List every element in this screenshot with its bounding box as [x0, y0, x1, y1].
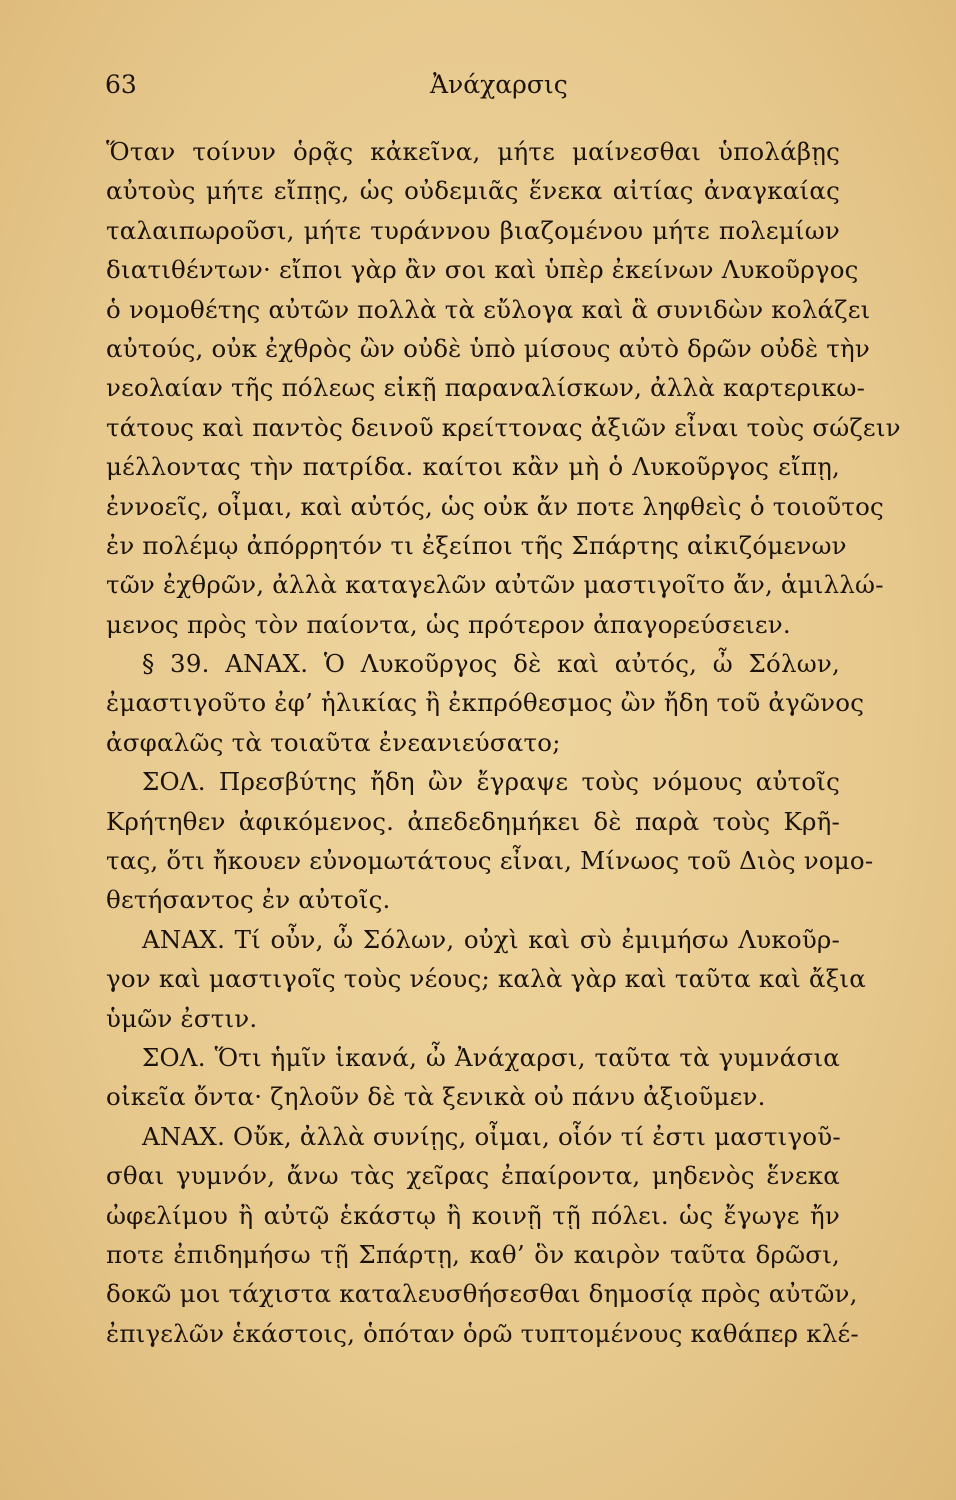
- text-line: μέλλοντας τὴν πατρίδα. καίτοι κἂν μὴ ὁ Λυκοῦργος εἴπῃ,: [106, 452, 840, 482]
- text-line: ΑΝΑΧ. Οὔκ, ἀλλὰ συνίῃς, οἶμαι, οἷόν τί ἐστι μαστιγοῦ-: [142, 1121, 841, 1151]
- text-line: διατιθέντων· εἴποι γὰρ ἂν σοι καὶ ὑπὲρ ἐκείνων Λυκοῦργος: [106, 255, 859, 285]
- body-text: [106, 132, 901, 1353]
- text-line: ἐμαστιγοῦτο ἐφ’ ἡλικίας ἢ ἐκπρόθεσμος ὢν ἤδη τοῦ ἀγῶνος: [106, 688, 865, 718]
- text-line: ὠφελίμου ἢ αὐτῷ ἑκάστῳ ἢ κοινῇ τῇ πόλει. ὡς ἔγωγε ἤν: [106, 1200, 840, 1230]
- text-line: οἰκεῖα ὄντα· ζηλοῦν δὲ τὰ ξενικὰ οὐ πάνυ ἀξιοῦμεν.: [106, 1082, 766, 1112]
- text-line: Ὅταν τοίνυν ὁρᾷς κἀκεῖνα, μήτε μαίνεσθαι ὑπολάβῃς: [106, 137, 840, 166]
- text-line: αὐτοὺς μήτε εἴπῃς, ὡς οὐδεμιᾶς ἕνεκα αἰτίας ἀναγκαίας: [106, 176, 840, 206]
- page-header: [105, 70, 836, 106]
- text-line: ταλαιπωροῦσι, μήτε τυράννου βιαζομένου μήτε πολεμίων: [106, 215, 840, 245]
- text-line: ἐπιγελῶν ἑκάστοις, ὁπόταν ὁρῶ τυπτομένους καθάπερ κλέ-: [106, 1318, 859, 1348]
- running-title: Ἀνάχαρσις: [430, 70, 568, 99]
- text-line: ἐννοεῖς, οἶμαι, καὶ αὐτός, ὡς οὐκ ἄν ποτε ληφθεὶς ὁ τοιοῦτος: [106, 491, 884, 521]
- text-line: ΑΝΑΧ. Τί οὖν, ὦ Σόλων, οὐχὶ καὶ σὺ ἐμιμήσω Λυκοῦρ-: [142, 924, 840, 954]
- text-line: Κρήτηθεν ἀφικόμενος. ἀπεδεδημήκει δὲ παρὰ τοὺς Κρῆ-: [106, 806, 840, 836]
- text-line: νεολαίαν τῆς πόλεως εἰκῇ παραναλίσκων, ἀλλὰ καρτερικω-: [106, 373, 866, 403]
- text-line: ἐν πολέμῳ ἀπόρρητόν τι ἐξείποι τῆς Σπάρτης αἰκιζόμενων: [106, 530, 847, 560]
- text-line: § 39. ΑΝΑΧ. Ὁ Λυκοῦργος δὲ καὶ αὐτός, ὦ Σόλων,: [142, 649, 840, 679]
- text-line: γον καὶ μαστιγοῖς τοὺς νέους; καλὰ γὰρ καὶ ταῦτα καὶ ἄξια: [106, 964, 866, 994]
- text-line: μενος πρὸς τὸν παίοντα, ὡς πρότερον ἀπαγορεύσειεν.: [106, 609, 791, 639]
- text-line: ποτε ἐπιδημήσω τῇ Σπάρτῃ, καθ’ ὃν καιρὸν ταῦτα δρῶσι,: [106, 1239, 840, 1269]
- text-line: ὁ νομοθέτης αὐτῶν πολλὰ τὰ εὔλογα καὶ ἃ συνιδὼν κολάζει: [106, 294, 871, 324]
- text-line: σθαι γυμνόν, ἄνω τὰς χεῖρας ἐπαίροντα, μηδενὸς ἕνεκα: [106, 1161, 840, 1191]
- text-line: τας, ὅτι ἤκουεν εὐνομωτάτους εἶναι, Μίνωος τοῦ Διὸς νομο-: [106, 846, 874, 876]
- text-line: αὐτούς, οὐκ ἐχθρὸς ὢν οὐδὲ ὑπὸ μίσους αὐτὸ δρῶν οὐδὲ τὴν: [106, 333, 871, 363]
- text-line: θετήσαντος ἐν αὐτοῖς.: [106, 885, 391, 915]
- page-number: 63: [105, 70, 137, 99]
- text-line: τῶν ἐχθρῶν, ἀλλὰ καταγελῶν αὐτῶν μαστιγοῖτο ἄν, ἁμιλλώ-: [106, 570, 884, 600]
- text-line: ΣΟΛ. Ὅτι ἡμῖν ἱκανά, ὦ Ἀνάχαρσι, ταῦτα τὰ γυμνάσια: [142, 1042, 840, 1072]
- text-line: δοκῶ μοι τάχιστα καταλευσθήσεσθαι δημοσίᾳ πρὸς αὐτῶν,: [106, 1279, 858, 1309]
- text-line: ΣΟΛ. Πρεσβύτης ἤδη ὢν ἔγραψε τοὺς νόμους αὐτοῖς: [142, 767, 840, 797]
- text-line: ὑμῶν ἐστιν.: [106, 1003, 258, 1033]
- text-line: ἀσφαλῶς τὰ τοιαῦτα ἐνεανιεύσατο;: [106, 727, 561, 757]
- text-line: τάτους καὶ παντὸς δεινοῦ κρείττονας ἀξιῶν εἶναι τοὺς σώζειν: [106, 412, 901, 442]
